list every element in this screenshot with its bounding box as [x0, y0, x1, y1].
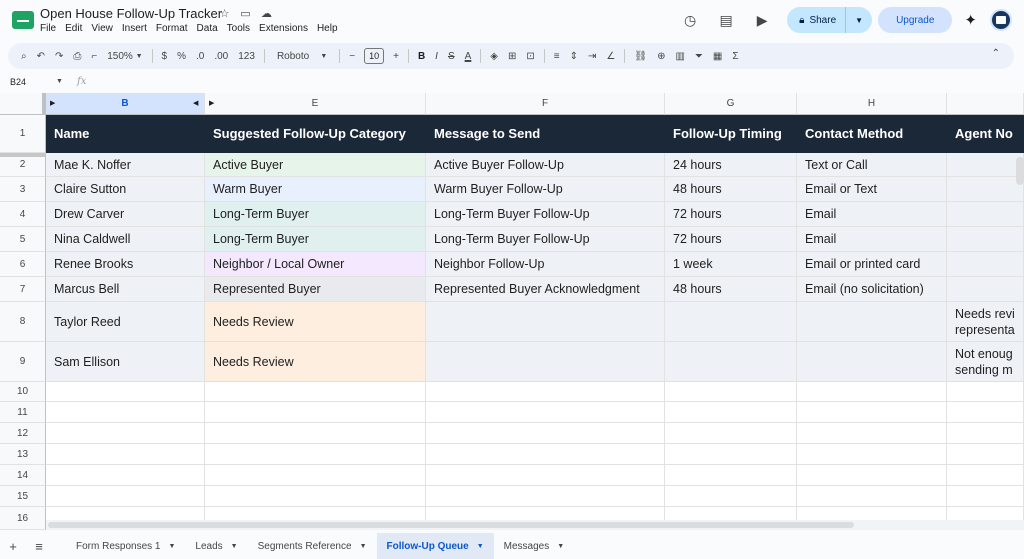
table-cell[interactable]: Drew Carver [46, 202, 205, 227]
table-cell[interactable]: Active Buyer Follow-Up [426, 153, 665, 177]
percent-format-button[interactable]: % [177, 50, 186, 62]
empty-cell[interactable] [46, 382, 205, 402]
column-header-h[interactable]: H [797, 93, 947, 115]
empty-cell[interactable] [205, 486, 426, 507]
toolbar-divider [339, 49, 340, 63]
name-box[interactable]: B24 [10, 77, 27, 87]
table-cell[interactable] [797, 342, 947, 382]
header-cell[interactable]: Name [46, 115, 205, 153]
header-cell[interactable]: Message to Send [426, 115, 665, 153]
column-header-e[interactable]: E [205, 93, 426, 115]
sheet-tab-form-responses-1[interactable] [66, 533, 185, 559]
column-header-f[interactable]: F [426, 93, 665, 115]
all-sheets-icon[interactable]: ≡ [35, 538, 43, 554]
empty-cell[interactable] [205, 402, 426, 423]
empty-cell[interactable] [426, 444, 665, 465]
toolbar-divider [152, 49, 153, 63]
table-cell[interactable]: Email or printed card [797, 252, 947, 277]
empty-cell[interactable] [46, 465, 205, 486]
table-cell[interactable]: Email or Text [797, 177, 947, 202]
empty-cell[interactable] [205, 423, 426, 444]
table-cell[interactable]: 24 hours [665, 153, 797, 177]
borders-icon[interactable]: ⊞ [508, 50, 517, 62]
table-cell[interactable] [947, 252, 1024, 277]
spreadsheet-grid[interactable] [0, 93, 1024, 530]
merge-cells-icon[interactable]: ⊡ [526, 50, 535, 62]
menu-item-tools[interactable]: Tools [226, 23, 251, 34]
redo-icon[interactable]: ↷ [55, 50, 64, 62]
zoom-value: 150% [107, 50, 133, 62]
number-format-button[interactable]: 123 [238, 50, 255, 62]
insert-chart-icon[interactable]: ▥ [675, 50, 685, 62]
upgrade-button[interactable]: Upgrade [878, 7, 952, 33]
row-header-8[interactable]: 8 [0, 302, 46, 342]
share-label: Share [809, 14, 837, 26]
fill-color-icon[interactable]: ◈ [490, 50, 498, 62]
toolbar-divider [408, 49, 409, 63]
menu-bar [40, 23, 338, 34]
formula-bar [0, 73, 1024, 93]
bold-button[interactable]: B [417, 50, 426, 62]
vertical-align-icon[interactable]: ⇕ [569, 50, 579, 62]
table-cell[interactable]: 1 week [665, 252, 797, 277]
sheet-tab-label: Leads [195, 540, 223, 552]
empty-cell[interactable] [947, 444, 1024, 465]
category-cell[interactable]: Long-Term Buyer [205, 202, 426, 227]
sheet-tab-label: Follow-Up Queue [386, 540, 469, 552]
chevron-down-icon[interactable]: ▼ [168, 542, 176, 550]
toolbar-divider [480, 49, 481, 63]
strikethrough-button[interactable]: S [447, 50, 455, 62]
horizontal-align-icon[interactable]: ≡ [553, 50, 560, 62]
empty-cell[interactable] [46, 402, 205, 423]
category-cell[interactable]: Needs Review [205, 302, 426, 342]
empty-cell[interactable] [46, 444, 205, 465]
row-header-14[interactable]: 14 [0, 465, 46, 486]
row-header-11[interactable]: 11 [0, 402, 46, 423]
decrease-font-size-button[interactable]: − [349, 50, 356, 62]
meet-icon[interactable]: ▶ [756, 11, 768, 28]
search-menus-icon[interactable]: ⌕ [21, 50, 27, 62]
sheet-tab-follow-up-queue[interactable] [377, 533, 494, 559]
title-bar [0, 0, 1024, 40]
select-all-corner[interactable] [0, 93, 46, 115]
version-history-icon[interactable]: ◷ [684, 11, 697, 28]
table-cell[interactable]: Needs revi representa [947, 302, 1024, 342]
empty-cell[interactable] [665, 465, 797, 486]
move-folder-icon[interactable]: ▭ [240, 8, 251, 20]
sheet-tab-label: Segments Reference [257, 540, 352, 552]
empty-cell[interactable] [665, 486, 797, 507]
table-cell[interactable] [426, 342, 665, 382]
empty-cell[interactable] [947, 382, 1024, 402]
filter-views-icon[interactable]: ▦ [712, 50, 723, 62]
insert-link-icon[interactable]: ⛓ [634, 50, 648, 62]
menu-item-extensions[interactable]: Extensions [259, 23, 308, 34]
row-header-13[interactable]: 13 [0, 444, 46, 465]
hidden-columns-arrow-icon[interactable]: ▶ [50, 100, 56, 107]
chevron-down-icon: ▼ [135, 52, 143, 60]
column-header-i[interactable] [947, 93, 1024, 115]
top-right-actions [679, 6, 1024, 34]
empty-cell[interactable] [797, 486, 947, 507]
menu-item-file[interactable]: File [40, 23, 57, 34]
column-header-g[interactable]: G [665, 93, 797, 115]
table-cell[interactable]: 48 hours [665, 277, 797, 302]
empty-cell[interactable] [947, 423, 1024, 444]
row-header-2[interactable]: 2 [0, 153, 46, 177]
gemini-icon[interactable]: ✦ [964, 12, 977, 29]
empty-cell[interactable] [426, 486, 665, 507]
row-header-10[interactable]: 10 [0, 382, 46, 402]
row-header-3[interactable]: 3 [0, 177, 46, 202]
font-select[interactable] [269, 51, 335, 62]
menu-item-insert[interactable]: Insert [121, 23, 147, 34]
empty-cell[interactable] [797, 423, 947, 444]
table-cell[interactable]: Renee Brooks [46, 252, 205, 277]
row-header-4[interactable]: 4 [0, 202, 46, 227]
toolbar-divider [544, 49, 545, 63]
table-cell[interactable]: Taylor Reed [46, 302, 205, 342]
empty-cell[interactable] [426, 402, 665, 423]
table-cell[interactable]: Long-Term Buyer Follow-Up [426, 202, 665, 227]
sheet-tab-messages[interactable] [494, 533, 575, 559]
category-cell[interactable]: Warm Buyer [205, 177, 426, 202]
header-cell[interactable]: Suggested Follow-Up Category [205, 115, 426, 153]
sheet-tabs-bar [0, 533, 1024, 559]
menu-item-view[interactable]: View [91, 23, 113, 34]
table-cell[interactable]: Sam Ellison [46, 342, 205, 382]
category-cell[interactable]: Neighbor / Local Owner [205, 252, 426, 277]
toolbar-divider [264, 49, 265, 63]
row-header-1[interactable]: 1 [0, 115, 46, 153]
lock-icon: 🔒︎ [799, 14, 805, 26]
menu-item-help[interactable]: Help [316, 23, 338, 34]
sheet-tab-segments-reference[interactable] [248, 533, 377, 559]
empty-cell[interactable] [797, 465, 947, 486]
add-sheet-icon[interactable]: + [9, 538, 17, 554]
header-cell[interactable]: Agent No [947, 115, 1024, 153]
print-icon[interactable]: ⎙ [73, 50, 82, 62]
vertical-scrollbar[interactable] [1016, 157, 1024, 185]
row-header-15[interactable]: 15 [0, 486, 46, 507]
sheet-tab-label: Messages [503, 540, 550, 552]
undo-icon[interactable]: ↶ [36, 50, 45, 62]
category-cell[interactable]: Needs Review [205, 342, 426, 382]
chevron-down-icon[interactable]: ▼ [230, 542, 238, 550]
collapse-toolbar-icon[interactable]: ⌃ [991, 48, 1000, 59]
document-title[interactable]: Open House Follow-Up Tracker [40, 6, 223, 21]
insert-comment-icon[interactable]: ⊕ [657, 50, 666, 62]
currency-format-button[interactable]: $ [161, 50, 168, 62]
fx-icon: fx [77, 76, 87, 87]
table-cell[interactable]: Email [797, 227, 947, 252]
text-color-button[interactable]: A [464, 50, 472, 62]
table-cell[interactable]: 72 hours [665, 227, 797, 252]
increase-font-size-button[interactable]: + [393, 50, 399, 62]
font-size-input[interactable]: 10 [364, 48, 384, 64]
menu-item-data[interactable]: Data [196, 23, 218, 34]
table-cell[interactable] [947, 277, 1024, 302]
functions-button[interactable]: Σ [732, 50, 739, 62]
text-wrapping-icon[interactable]: ⇥ [588, 50, 597, 62]
paint-format-icon[interactable]: ⌐ [91, 50, 98, 62]
table-cell[interactable] [426, 302, 665, 342]
row-header-7[interactable]: 7 [0, 277, 46, 302]
empty-cell[interactable] [947, 402, 1024, 423]
table-cell[interactable]: Long-Term Buyer Follow-Up [426, 227, 665, 252]
sheet-tab-label: Form Responses 1 [76, 540, 161, 552]
row-header-5[interactable]: 5 [0, 227, 46, 252]
sheets-logo-icon[interactable] [12, 11, 34, 29]
empty-cell[interactable] [205, 382, 426, 402]
empty-cell[interactable] [797, 382, 947, 402]
header-cell[interactable]: Contact Method [797, 115, 947, 153]
table-cell[interactable]: 72 hours [665, 202, 797, 227]
empty-cell[interactable] [665, 423, 797, 444]
chevron-down-icon: ▼ [320, 52, 328, 60]
row-header-9[interactable]: 9 [0, 342, 46, 382]
empty-cell[interactable] [665, 402, 797, 423]
menu-item-format[interactable]: Format [155, 23, 188, 34]
table-cell[interactable] [797, 302, 947, 342]
chevron-down-icon[interactable]: ▼ [56, 78, 63, 85]
empty-cell[interactable] [426, 382, 665, 402]
table-cell[interactable] [947, 227, 1024, 252]
share-button-group [787, 7, 872, 33]
hidden-columns-arrow-icon[interactable]: ▶ [209, 100, 215, 107]
row-header-6[interactable]: 6 [0, 252, 46, 277]
account-avatar[interactable] [990, 9, 1012, 31]
sheet-tab-leads[interactable] [185, 533, 247, 559]
row-header-16[interactable]: 16 [0, 507, 46, 530]
empty-cell[interactable] [426, 423, 665, 444]
decrease-decimal-button[interactable]: .0 [196, 50, 205, 62]
table-cell[interactable]: Email (no solicitation) [797, 277, 947, 302]
table-cell[interactable]: Not enoug sending m [947, 342, 1024, 382]
star-icon[interactable]: ☆ [219, 8, 230, 20]
text-rotation-icon[interactable]: ∠ [606, 50, 616, 62]
menu-item-edit[interactable]: Edit [65, 23, 83, 34]
toolbar-divider [624, 49, 625, 63]
zoom-select[interactable] [102, 51, 147, 62]
empty-cell[interactable] [426, 465, 665, 486]
table-cell[interactable]: Text or Call [797, 153, 947, 177]
category-cell[interactable]: Represented Buyer [205, 277, 426, 302]
chevron-down-icon[interactable]: ▼ [359, 542, 367, 550]
empty-cell[interactable] [46, 423, 205, 444]
table-cell[interactable]: 48 hours [665, 177, 797, 202]
font-value: Roboto [276, 50, 310, 62]
table-cell[interactable] [665, 342, 797, 382]
increase-decimal-button[interactable]: .00 [214, 50, 229, 62]
toolbar [8, 43, 1014, 69]
row-header-12[interactable]: 12 [0, 423, 46, 444]
share-dropdown-icon[interactable]: ▼ [855, 15, 864, 25]
comments-icon[interactable]: ▤ [719, 11, 733, 28]
table-cell[interactable]: Neighbor Follow-Up [426, 252, 665, 277]
empty-cell[interactable] [947, 486, 1024, 507]
table-cell[interactable]: Represented Buyer Acknowledgment [426, 277, 665, 302]
share-button[interactable] [787, 7, 846, 33]
title-actions [218, 7, 273, 20]
table-cell[interactable] [665, 302, 797, 342]
table-cell[interactable]: Claire Sutton [46, 177, 205, 202]
italic-button[interactable]: I [435, 50, 438, 62]
column-header-b[interactable]: B [46, 93, 205, 115]
empty-cell[interactable] [205, 444, 426, 465]
table-cell[interactable] [947, 202, 1024, 227]
chevron-down-icon[interactable]: ▼ [557, 542, 565, 550]
empty-cell[interactable] [797, 444, 947, 465]
empty-cell[interactable] [665, 382, 797, 402]
horizontal-scrollbar-thumb[interactable] [48, 522, 854, 528]
table-cell[interactable] [947, 153, 1024, 177]
table-cell[interactable]: Warm Buyer Follow-Up [426, 177, 665, 202]
empty-cell[interactable] [797, 402, 947, 423]
cloud-status-icon[interactable]: ☁ [261, 8, 272, 20]
chevron-down-icon[interactable]: ▼ [476, 542, 484, 550]
empty-cell[interactable] [947, 465, 1024, 486]
table-cell[interactable]: Mae K. Noffer [46, 153, 205, 177]
table-cell[interactable]: Marcus Bell [46, 277, 205, 302]
empty-cell[interactable] [205, 465, 426, 486]
empty-cell[interactable] [46, 486, 205, 507]
category-cell[interactable]: Active Buyer [205, 153, 426, 177]
hidden-columns-arrow-icon[interactable]: ◀ [193, 100, 199, 107]
category-cell[interactable]: Long-Term Buyer [205, 227, 426, 252]
table-cell[interactable]: Email [797, 202, 947, 227]
filter-icon[interactable]: ⏷ [694, 50, 703, 62]
header-cell[interactable]: Follow-Up Timing [665, 115, 797, 153]
table-cell[interactable] [947, 177, 1024, 202]
table-cell[interactable]: Nina Caldwell [46, 227, 205, 252]
empty-cell[interactable] [665, 444, 797, 465]
